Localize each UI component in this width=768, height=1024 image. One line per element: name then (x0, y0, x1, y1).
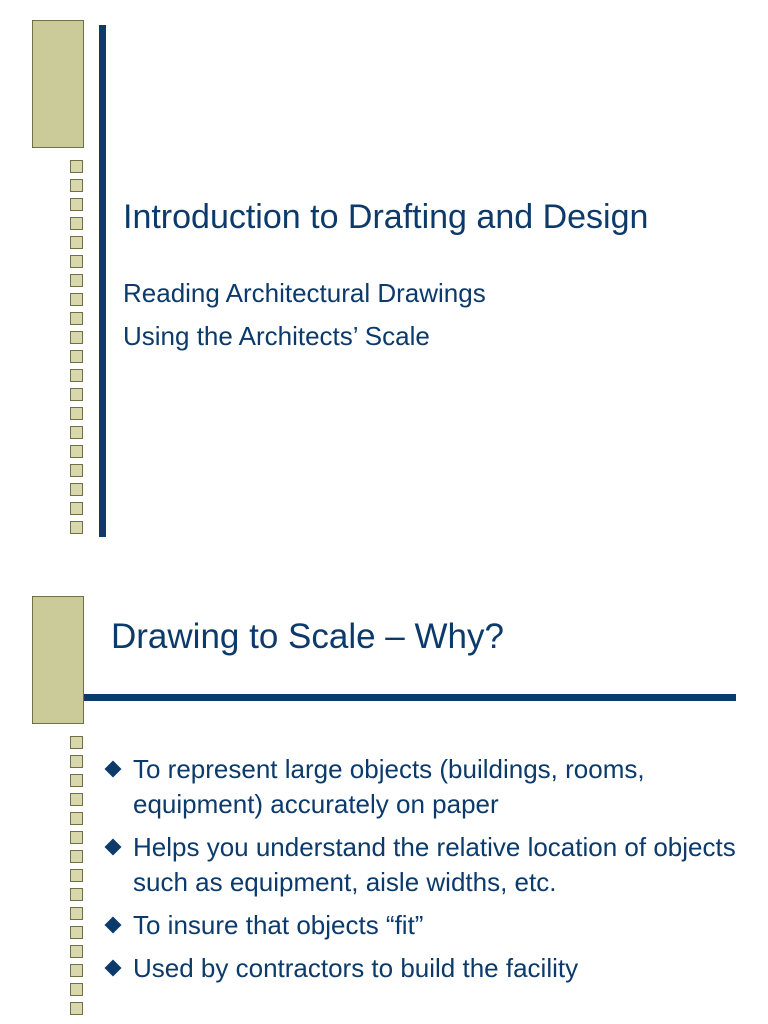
decorative-square (70, 812, 83, 825)
bullet-list (103, 752, 743, 994)
decorative-square (70, 160, 83, 173)
decorative-tan-block-2 (32, 596, 84, 724)
decorative-square (70, 293, 83, 306)
decorative-square (70, 945, 83, 958)
bullet-text: Used by contractors to build the facility (133, 953, 579, 983)
diamond-bullet-icon (105, 839, 122, 856)
page-title: Introduction to Drafting and Design (123, 198, 649, 236)
decorative-tan-block (32, 20, 84, 148)
decorative-square (70, 179, 83, 192)
decorative-square (70, 502, 83, 515)
decorative-square (70, 521, 83, 534)
decorative-square (70, 445, 83, 458)
decorative-square (70, 907, 83, 920)
decorative-square-column-2 (70, 736, 83, 1021)
list-item (103, 830, 743, 900)
list-item (103, 752, 743, 822)
decorative-square (70, 869, 83, 882)
decorative-square (70, 236, 83, 249)
decorative-square (70, 407, 83, 420)
decorative-square (70, 331, 83, 344)
bullet-text: To represent large objects (buildings, rooms, equipment) accurately on paper (133, 754, 645, 819)
diamond-bullet-icon (105, 761, 122, 778)
decorative-square (70, 426, 83, 439)
decorative-square (70, 926, 83, 939)
decorative-square (70, 350, 83, 363)
decorative-square (70, 217, 83, 230)
decorative-square (70, 388, 83, 401)
decorative-square (70, 1002, 83, 1015)
decorative-square (70, 369, 83, 382)
decorative-square (70, 755, 83, 768)
decorative-square (70, 464, 83, 477)
decorative-square (70, 312, 83, 325)
decorative-square (70, 831, 83, 844)
decorative-square (70, 793, 83, 806)
bullet-text: To insure that objects “fit” (133, 910, 424, 940)
decorative-square (70, 198, 83, 211)
decorative-square (70, 774, 83, 787)
decorative-square (70, 888, 83, 901)
horizontal-accent-bar (84, 694, 736, 701)
decorative-square (70, 255, 83, 268)
vertical-accent-bar (99, 25, 106, 537)
decorative-square (70, 983, 83, 996)
bullet-text: Helps you understand the relative location of objects such as equipment, aisle widths, etc. (133, 832, 736, 897)
diamond-bullet-icon (105, 960, 122, 977)
list-item (103, 951, 743, 986)
decorative-square (70, 274, 83, 287)
decorative-square-column (70, 160, 83, 540)
slide-title: Drawing to Scale – Why? (111, 617, 504, 656)
decorative-square (70, 483, 83, 496)
list-item (103, 908, 743, 943)
subtitle-architects-scale: Using the Architects’ Scale (123, 321, 430, 351)
decorative-square (70, 850, 83, 863)
decorative-square (70, 964, 83, 977)
subtitle-reading-drawings: Reading Architectural Drawings (123, 278, 486, 308)
decorative-square (70, 736, 83, 749)
diamond-bullet-icon (105, 917, 122, 934)
